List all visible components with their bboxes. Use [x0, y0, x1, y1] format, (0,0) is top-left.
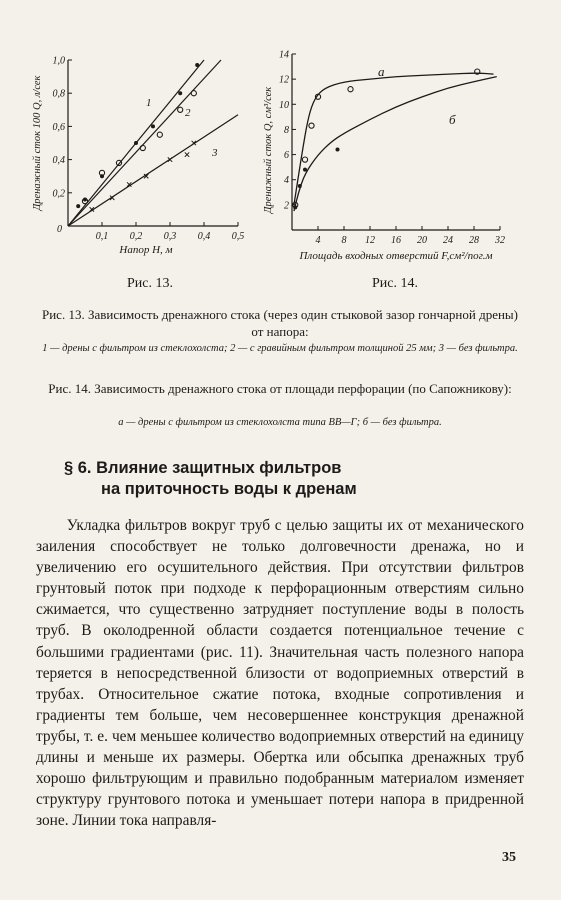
- fig13-y-tick-label: 1,0: [52, 55, 65, 67]
- fig13-origin-label: 0: [57, 224, 62, 235]
- fig14-axes: [292, 54, 500, 230]
- fig14-series-б-point: [293, 205, 297, 209]
- section-number: § 6.: [64, 459, 92, 477]
- fig13-series-2-point: [157, 132, 162, 137]
- section-heading: [64, 458, 504, 500]
- fig14-series-а-point: [302, 157, 307, 162]
- fig14-x-label: Площадь входных отверстий F,см²/пог.м: [299, 250, 493, 262]
- body-paragraph: Укладка фильтров вокруг труб с целью защиты их от механического заиления способствует не только долговечности дренажа, но и увеличению его осушительного действия. При отсутствии фильтров грунтовый поток при подходе к перфорационным отверстиям сильно сжимается, что существенно затрудняет поступление воды в полость труб. В околодренной области создается потенциальное течение с большими градиентами (рис. 11). Значительная часть полезного напора теряется в непосредственной близости от водоприемных отверстий в трубах. Относительное сжатие потока, входные сопротивления и градиенты тем больше, чем несовершеннее конструкция дренажной трубы, т. е. чем меньшее количество водоприемных отверстий на единицу длины и меньше их размеры. Обертка или обсыпка дренажных труб хорошо фильтрующим и правильно подобранным материалом изменяет структуру грунтового потока и уменьшает потери напора в придренной зоне. Линии тока направля-: [36, 517, 524, 830]
- fig14-y-tick-label: 14: [279, 49, 289, 61]
- fig13-axes: [68, 60, 238, 226]
- fig14-series-б-point: [303, 168, 307, 172]
- figure-13-chart: [28, 40, 258, 265]
- fig14-x-tick-label: 32: [495, 235, 505, 246]
- caption-13-legend: 1 — дрены с фильтром из стеклохолста; 2 — с гравийным фильтром толщиной 25 мм; 3 — без фильтра.: [42, 343, 518, 354]
- fig13-x-tick-label: 0,3: [163, 231, 177, 242]
- fig13-y-tick-label: 0,6: [52, 121, 65, 133]
- fig13-x-tick-label: 0,5: [231, 231, 245, 242]
- figure-14-chart: [262, 40, 524, 270]
- fig13-series-label-2: 2: [185, 107, 191, 119]
- fig13-series-2-line: [68, 60, 221, 226]
- fig14-x-tick-label: 20: [417, 235, 427, 246]
- fig14-y-tick-label: 12: [279, 74, 289, 86]
- fig14-series-б-point: [336, 148, 340, 152]
- fig13-series-2-point: [191, 91, 196, 96]
- fig14-x-tick-label: 8: [341, 235, 347, 246]
- fig14-series-а-point: [348, 87, 353, 92]
- fig14-x-tick-label: 4: [315, 235, 321, 246]
- fig14-x-tick-label: 12: [365, 235, 375, 246]
- fig14-series-label-b: б: [449, 112, 456, 127]
- caption-14-title: Рис. 14. Зависимость дренажного стока от площади перфорации (по Сапожникову):: [48, 381, 512, 396]
- fig13-x-tick-label: 0,2: [129, 231, 143, 242]
- fig14-y-tick-label: 10: [279, 99, 289, 111]
- fig13-series-3-line: [68, 115, 238, 226]
- fig14-series-б-point: [298, 184, 302, 188]
- fig14-y-tick-label: 4: [284, 175, 289, 187]
- fig13-y-label: Дренажный сток 100 Q, л/сек: [32, 75, 43, 211]
- fig14-x-tick-label: 28: [469, 235, 479, 246]
- fig13-series-2-point: [178, 107, 183, 112]
- fig13-series-3-point: [185, 152, 189, 156]
- fig13-series-1-point: [134, 141, 138, 145]
- section-title-line2: на приточность воды к дренам: [101, 480, 357, 498]
- fig13-series-label-3: 3: [212, 147, 218, 159]
- fig14-series-а-point: [309, 123, 314, 128]
- figure-13-label: Рис. 13.: [127, 276, 173, 291]
- fig13-x-tick-label: 0,1: [95, 231, 109, 242]
- fig13-x-label: Напор H, м: [119, 244, 173, 256]
- section-title-line1: Влияние защитных фильтров: [96, 459, 342, 477]
- fig13-y-tick-label: 0,8: [52, 88, 65, 100]
- fig14-series-б-curve: [294, 77, 497, 212]
- fig14-series-label-a: а: [378, 64, 385, 79]
- fig14-x-tick-label: 16: [391, 235, 401, 246]
- fig13-y-tick-label: 0,2: [52, 188, 65, 200]
- caption-13-title: Рис. 13. Зависимость дренажного стока (через один стыковой зазор гончарной дрены) от напора:: [42, 307, 518, 339]
- fig13-series-1-point: [151, 124, 155, 128]
- fig14-y-tick-label: 2: [284, 200, 289, 212]
- fig14-y-tick-label: 8: [284, 124, 289, 136]
- fig13-y-tick-label: 0,4: [52, 155, 65, 167]
- caption-14-legend: а — дрены с фильтром из стеклохолста типа ВВ—Г; б — без фильтра.: [118, 417, 442, 428]
- fig14-y-label: Дренажный сток Q, см³/сек: [263, 86, 274, 214]
- fig14-x-tick-label: 24: [443, 235, 453, 246]
- fig13-series-1-point: [195, 63, 199, 67]
- figure-14-label: Рис. 14.: [372, 276, 418, 291]
- fig13-series-label-1: 1: [146, 97, 152, 109]
- fig13-series-2-point: [140, 145, 145, 150]
- fig14-y-tick-label: 6: [284, 150, 289, 162]
- page-number: 35: [502, 850, 516, 865]
- fig14-series-а-curve: [294, 73, 494, 205]
- fig13-x-tick-label: 0,4: [197, 231, 211, 242]
- fig13-series-1-point: [76, 204, 80, 208]
- fig13-series-1-point: [178, 91, 182, 95]
